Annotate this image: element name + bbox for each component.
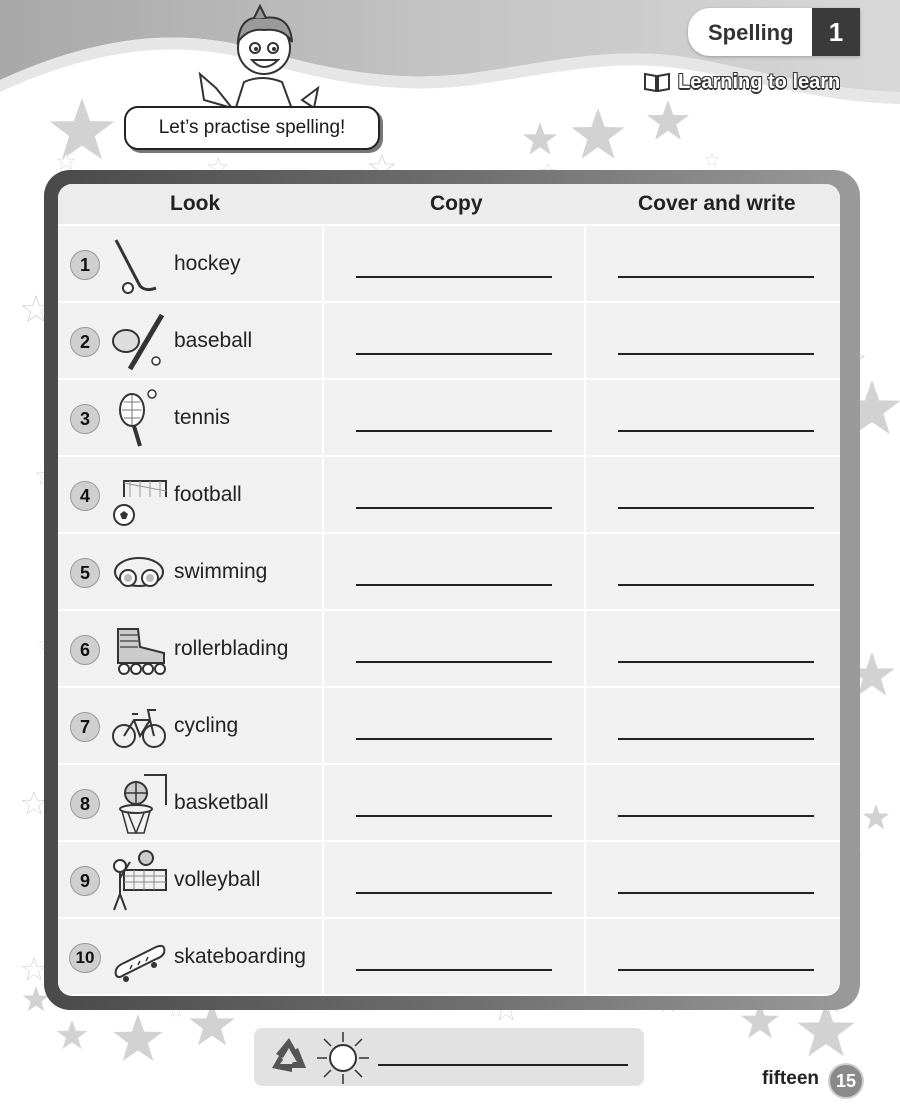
basketball-hoop-icon (110, 771, 168, 835)
row-number: 5 (70, 558, 100, 588)
unit-number: 1 (812, 8, 860, 56)
column-header-look: Look (170, 192, 221, 215)
tennis-racket-icon (110, 386, 168, 450)
learning-label: Learning to learn (678, 70, 841, 93)
baseball-icon (110, 309, 168, 373)
copy-line[interactable] (356, 507, 552, 509)
row-number: 6 (70, 635, 100, 665)
spelling-word: hockey (174, 252, 241, 275)
copy-line[interactable] (356, 815, 552, 817)
cover-and-write-line[interactable] (618, 276, 814, 278)
rollerblade-icon (110, 617, 168, 681)
table-row (58, 455, 840, 532)
column-header-cover-and-write: Cover and write (638, 192, 796, 215)
copy-line[interactable] (356, 738, 552, 740)
copy-line[interactable] (356, 892, 552, 894)
table-row (58, 840, 840, 917)
cover-and-write-line[interactable] (618, 661, 814, 663)
copy-line[interactable] (356, 430, 552, 432)
table-row (58, 686, 840, 763)
bicycle-icon (110, 694, 168, 758)
cover-and-write-line[interactable] (618, 892, 814, 894)
cover-and-write-line[interactable] (618, 584, 814, 586)
page-number-word: fifteen (762, 1068, 819, 1089)
spelling-word: tennis (174, 406, 231, 429)
skateboard-icon (110, 925, 168, 989)
cover-and-write-line[interactable] (618, 353, 814, 355)
footer-box (254, 1028, 644, 1086)
footer-answer-line[interactable] (378, 1064, 628, 1066)
boy-illustration (192, 4, 332, 120)
table-row (58, 917, 840, 994)
table-row (58, 378, 840, 455)
column-header-copy: Copy (430, 192, 483, 215)
row-number: 2 (70, 327, 100, 357)
volleyball-icon (110, 848, 168, 912)
page-number-badge: 15 (828, 1063, 864, 1099)
copy-line[interactable] (356, 584, 552, 586)
copy-line[interactable] (356, 969, 552, 971)
table-row (58, 224, 840, 301)
spelling-word: cycling (174, 714, 239, 737)
row-number: 8 (70, 789, 100, 819)
book-icon (644, 72, 670, 92)
spelling-word: football (174, 483, 242, 506)
table-row (58, 609, 840, 686)
cover-and-write-line[interactable] (618, 738, 814, 740)
spelling-word: baseball (174, 329, 253, 352)
section-label: Spelling (708, 20, 794, 45)
row-number: 10 (69, 943, 101, 973)
cover-and-write-line[interactable] (618, 430, 814, 432)
table-row (58, 301, 840, 378)
spelling-word: swimming (174, 560, 268, 583)
row-number: 7 (70, 712, 100, 742)
table-row (58, 532, 840, 609)
learning-to-learn (644, 68, 840, 96)
football-icon (110, 463, 168, 527)
copy-line[interactable] (356, 276, 552, 278)
hockey-stick-icon (110, 232, 168, 296)
row-number: 3 (70, 404, 100, 434)
spelling-table (58, 184, 840, 996)
row-number: 9 (70, 866, 100, 896)
section-tab (688, 8, 860, 56)
spelling-word: rollerblading (174, 637, 289, 660)
cover-and-write-line[interactable] (618, 815, 814, 817)
goggles-icon (110, 540, 168, 604)
sun-icon (314, 1030, 372, 1086)
table-row (58, 763, 840, 840)
row-number: 1 (70, 250, 100, 280)
row-number: 4 (70, 481, 100, 511)
recycle-icon (266, 1034, 312, 1080)
spelling-word: skateboarding (174, 945, 306, 968)
speech-bubble: Let’s practise spelling! (124, 106, 380, 150)
copy-line[interactable] (356, 661, 552, 663)
copy-line[interactable] (356, 353, 552, 355)
spelling-word: volleyball (174, 868, 261, 891)
cover-and-write-line[interactable] (618, 969, 814, 971)
cover-and-write-line[interactable] (618, 507, 814, 509)
table-header (58, 184, 840, 224)
spelling-word: basketball (174, 791, 269, 814)
